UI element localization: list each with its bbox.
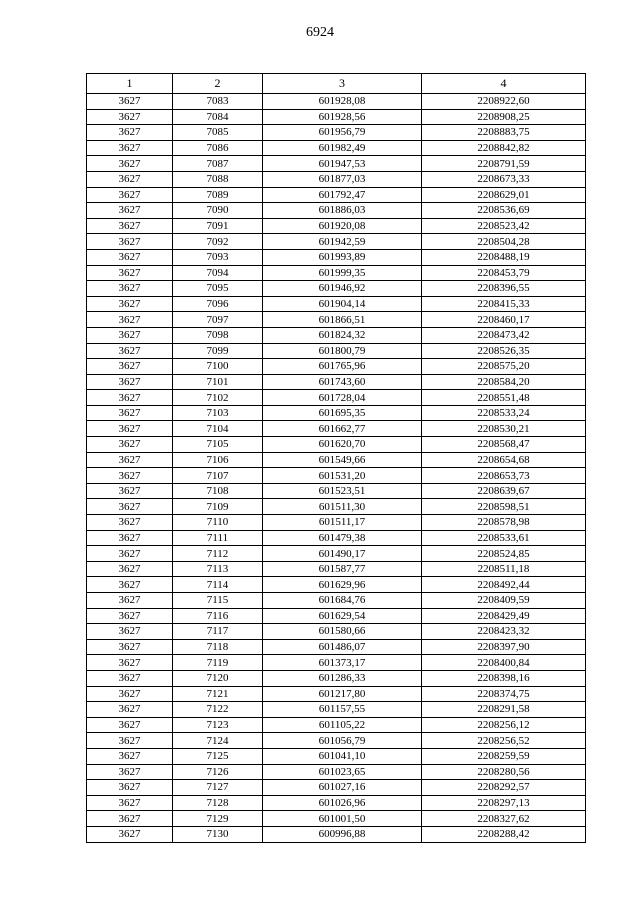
table-cell-col-1: 3627	[87, 359, 173, 375]
table-row	[87, 140, 586, 156]
table-cell-col-3: 601920,08	[263, 218, 422, 234]
table-cell-col-4: 2208523,42	[422, 218, 586, 234]
table-row	[87, 577, 586, 593]
table-cell-col-3: 601587,77	[263, 561, 422, 577]
table-row	[87, 795, 586, 811]
table-cell-col-3: 601373,17	[263, 655, 422, 671]
table-row	[87, 374, 586, 390]
table-cell-col-1: 3627	[87, 546, 173, 562]
table-cell-col-1: 3627	[87, 655, 173, 671]
table-cell-col-3: 601728,04	[263, 390, 422, 406]
table-cell-col-2: 7083	[173, 94, 263, 110]
table-row	[87, 343, 586, 359]
table-row	[87, 515, 586, 531]
table-cell-col-1: 3627	[87, 452, 173, 468]
table-cell-col-3: 601105,22	[263, 717, 422, 733]
table-cell-col-2: 7107	[173, 468, 263, 484]
table-cell-col-3: 601479,38	[263, 530, 422, 546]
table-cell-col-2: 7099	[173, 343, 263, 359]
table-cell-col-3: 601486,07	[263, 639, 422, 655]
table-cell-col-1: 3627	[87, 468, 173, 484]
table-cell-col-4: 2208397,90	[422, 639, 586, 655]
table-cell-col-2: 7109	[173, 499, 263, 515]
table-cell-col-2: 7113	[173, 561, 263, 577]
table-row	[87, 608, 586, 624]
table-cell-col-4: 2208568,47	[422, 437, 586, 453]
table-row	[87, 702, 586, 718]
table-cell-col-1: 3627	[87, 343, 173, 359]
table-cell-col-1: 3627	[87, 826, 173, 842]
table-cell-col-4: 2208280,56	[422, 764, 586, 780]
table-cell-col-2: 7106	[173, 452, 263, 468]
table-cell-col-4: 2208533,61	[422, 530, 586, 546]
table-cell-col-3: 601765,96	[263, 359, 422, 375]
table-cell-col-4: 2208409,59	[422, 593, 586, 609]
table-cell-col-4: 2208530,21	[422, 421, 586, 437]
table-cell-col-2: 7104	[173, 421, 263, 437]
table-cell-col-4: 2208374,75	[422, 686, 586, 702]
table-cell-col-1: 3627	[87, 171, 173, 187]
table-cell-col-3: 601662,77	[263, 421, 422, 437]
table-cell-col-1: 3627	[87, 281, 173, 297]
table-cell-col-3: 601629,96	[263, 577, 422, 593]
table-cell-col-1: 3627	[87, 593, 173, 609]
table-cell-col-1: 3627	[87, 639, 173, 655]
table-cell-col-2: 7119	[173, 655, 263, 671]
table-row	[87, 546, 586, 562]
column-header-4: 4	[422, 74, 586, 94]
table-cell-col-4: 2208327,62	[422, 811, 586, 827]
table-cell-col-4: 2208791,59	[422, 156, 586, 172]
table-cell-col-3: 601942,59	[263, 234, 422, 250]
table-cell-col-3: 601928,56	[263, 109, 422, 125]
table-row	[87, 499, 586, 515]
table-row	[87, 452, 586, 468]
table-row	[87, 125, 586, 141]
table-cell-col-4: 2208551,48	[422, 390, 586, 406]
table-cell-col-4: 2208598,51	[422, 499, 586, 515]
table-cell-col-4: 2208291,58	[422, 702, 586, 718]
table-cell-col-1: 3627	[87, 140, 173, 156]
table-row	[87, 483, 586, 499]
table-cell-col-3: 601993,89	[263, 249, 422, 265]
table-cell-col-3: 601904,14	[263, 296, 422, 312]
table-cell-col-4: 2208259,59	[422, 748, 586, 764]
table-cell-col-1: 3627	[87, 686, 173, 702]
table-cell-col-4: 2208883,75	[422, 125, 586, 141]
table-cell-col-4: 2208575,20	[422, 359, 586, 375]
table-row	[87, 203, 586, 219]
table-cell-col-2: 7094	[173, 265, 263, 281]
table-cell-col-4: 2208292,57	[422, 780, 586, 796]
table-cell-col-3: 601886,03	[263, 203, 422, 219]
table-row	[87, 530, 586, 546]
table-row	[87, 249, 586, 265]
table-cell-col-4: 2208639,67	[422, 483, 586, 499]
table-cell-col-1: 3627	[87, 795, 173, 811]
table-row	[87, 421, 586, 437]
table-cell-col-2: 7089	[173, 187, 263, 203]
table-row	[87, 171, 586, 187]
table-cell-col-1: 3627	[87, 94, 173, 110]
table-cell-col-1: 3627	[87, 109, 173, 125]
table-cell-col-1: 3627	[87, 811, 173, 827]
table-cell-col-2: 7098	[173, 327, 263, 343]
table-cell-col-1: 3627	[87, 421, 173, 437]
table-cell-col-3: 601620,70	[263, 437, 422, 453]
table-row	[87, 655, 586, 671]
table-cell-col-1: 3627	[87, 764, 173, 780]
table-cell-col-4: 2208536,69	[422, 203, 586, 219]
table-cell-col-2: 7129	[173, 811, 263, 827]
table-row	[87, 468, 586, 484]
table-row	[87, 296, 586, 312]
table-cell-col-3: 601866,51	[263, 312, 422, 328]
table-cell-col-2: 7114	[173, 577, 263, 593]
table-cell-col-4: 2208922,60	[422, 94, 586, 110]
table-cell-col-2: 7087	[173, 156, 263, 172]
table-cell-col-3: 601511,17	[263, 515, 422, 531]
table-cell-col-1: 3627	[87, 717, 173, 733]
table-cell-col-1: 3627	[87, 405, 173, 421]
table-cell-col-3: 600996,88	[263, 826, 422, 842]
table-row	[87, 593, 586, 609]
table-cell-col-4: 2208297,13	[422, 795, 586, 811]
table-cell-col-1: 3627	[87, 265, 173, 281]
table-cell-col-2: 7116	[173, 608, 263, 624]
table-cell-col-1: 3627	[87, 748, 173, 764]
table-row	[87, 686, 586, 702]
table-cell-col-1: 3627	[87, 312, 173, 328]
table-cell-col-4: 2208526,35	[422, 343, 586, 359]
table-cell-col-1: 3627	[87, 390, 173, 406]
table-row	[87, 218, 586, 234]
table-cell-col-2: 7092	[173, 234, 263, 250]
table-cell-col-4: 2208842,82	[422, 140, 586, 156]
table-cell-col-1: 3627	[87, 234, 173, 250]
table-row	[87, 405, 586, 421]
header-row	[87, 74, 586, 94]
table-cell-col-2: 7120	[173, 670, 263, 686]
table-cell-col-1: 3627	[87, 624, 173, 640]
table-row	[87, 811, 586, 827]
table-cell-col-4: 2208488,19	[422, 249, 586, 265]
table-cell-col-2: 7122	[173, 702, 263, 718]
table-cell-col-4: 2208400,84	[422, 655, 586, 671]
table-cell-col-2: 7096	[173, 296, 263, 312]
table-row	[87, 94, 586, 110]
table-cell-col-2: 7091	[173, 218, 263, 234]
table-cell-col-4: 2208429,49	[422, 608, 586, 624]
table-cell-col-4: 2208533,24	[422, 405, 586, 421]
table-cell-col-3: 601523,51	[263, 483, 422, 499]
table-cell-col-3: 601877,03	[263, 171, 422, 187]
table-row	[87, 561, 586, 577]
table-row	[87, 639, 586, 655]
table-cell-col-2: 7112	[173, 546, 263, 562]
table-cell-col-3: 601999,35	[263, 265, 422, 281]
table-cell-col-2: 7102	[173, 390, 263, 406]
table-cell-col-4: 2208398,16	[422, 670, 586, 686]
table-cell-col-1: 3627	[87, 577, 173, 593]
table-cell-col-4: 2208654,68	[422, 452, 586, 468]
table-cell-col-1: 3627	[87, 780, 173, 796]
table-cell-col-4: 2208288,42	[422, 826, 586, 842]
table-cell-col-4: 2208423,32	[422, 624, 586, 640]
table-row	[87, 234, 586, 250]
table-cell-col-4: 2208578,98	[422, 515, 586, 531]
table-cell-col-2: 7100	[173, 359, 263, 375]
table-row	[87, 748, 586, 764]
table-cell-col-3: 601157,55	[263, 702, 422, 718]
table-cell-col-2: 7108	[173, 483, 263, 499]
table-cell-col-3: 601792,47	[263, 187, 422, 203]
table-cell-col-3: 601956,79	[263, 125, 422, 141]
column-header-2: 2	[173, 74, 263, 94]
table-cell-col-4: 2208504,28	[422, 234, 586, 250]
table-row	[87, 327, 586, 343]
table-cell-col-2: 7085	[173, 125, 263, 141]
table-cell-col-2: 7090	[173, 203, 263, 219]
table-cell-col-4: 2208460,17	[422, 312, 586, 328]
table-cell-col-3: 601217,80	[263, 686, 422, 702]
table-cell-col-4: 2208653,73	[422, 468, 586, 484]
table-cell-col-3: 601800,79	[263, 343, 422, 359]
table-cell-col-1: 3627	[87, 561, 173, 577]
table-row	[87, 359, 586, 375]
table-cell-col-3: 601743,60	[263, 374, 422, 390]
table-cell-col-3: 601982,49	[263, 140, 422, 156]
table-cell-col-2: 7130	[173, 826, 263, 842]
table-cell-col-2: 7121	[173, 686, 263, 702]
table-cell-col-3: 601027,16	[263, 780, 422, 796]
table-cell-col-1: 3627	[87, 218, 173, 234]
table-row	[87, 156, 586, 172]
table-cell-col-1: 3627	[87, 437, 173, 453]
table-cell-col-4: 2208673,33	[422, 171, 586, 187]
table-cell-col-1: 3627	[87, 327, 173, 343]
table-cell-col-2: 7097	[173, 312, 263, 328]
table-cell-col-2: 7128	[173, 795, 263, 811]
table-cell-col-3: 601286,33	[263, 670, 422, 686]
table-cell-col-3: 601695,35	[263, 405, 422, 421]
table-cell-col-1: 3627	[87, 483, 173, 499]
table-cell-col-2: 7117	[173, 624, 263, 640]
table-cell-col-4: 2208256,12	[422, 717, 586, 733]
table-cell-col-4: 2208629,01	[422, 187, 586, 203]
table-cell-col-3: 601023,65	[263, 764, 422, 780]
table-cell-col-3: 601928,08	[263, 94, 422, 110]
table-cell-col-4: 2208511,18	[422, 561, 586, 577]
table-cell-col-3: 601056,79	[263, 733, 422, 749]
table-row	[87, 265, 586, 281]
table-cell-col-4: 2208415,33	[422, 296, 586, 312]
table-row	[87, 390, 586, 406]
table-cell-col-4: 2208584,20	[422, 374, 586, 390]
table-cell-col-2: 7088	[173, 171, 263, 187]
table-cell-col-3: 601947,53	[263, 156, 422, 172]
table-cell-col-1: 3627	[87, 515, 173, 531]
table-cell-col-3: 601629,54	[263, 608, 422, 624]
table-cell-col-3: 601511,30	[263, 499, 422, 515]
table-cell-col-1: 3627	[87, 125, 173, 141]
table-cell-col-2: 7093	[173, 249, 263, 265]
table-cell-col-1: 3627	[87, 249, 173, 265]
table-cell-col-3: 601041,10	[263, 748, 422, 764]
table-cell-col-3: 601026,96	[263, 795, 422, 811]
table-row	[87, 624, 586, 640]
table-cell-col-2: 7115	[173, 593, 263, 609]
table-row	[87, 717, 586, 733]
table-row	[87, 764, 586, 780]
table-cell-col-3: 601001,50	[263, 811, 422, 827]
table-cell-col-2: 7095	[173, 281, 263, 297]
table-cell-col-1: 3627	[87, 203, 173, 219]
table-row	[87, 826, 586, 842]
table-cell-col-4: 2208492,44	[422, 577, 586, 593]
table-cell-col-4: 2208908,25	[422, 109, 586, 125]
table-row	[87, 187, 586, 203]
table-cell-col-2: 7127	[173, 780, 263, 796]
column-header-1: 1	[87, 74, 173, 94]
table-cell-col-1: 3627	[87, 187, 173, 203]
table-cell-col-2: 7124	[173, 733, 263, 749]
table-cell-col-1: 3627	[87, 499, 173, 515]
table-cell-col-2: 7123	[173, 717, 263, 733]
table-cell-col-1: 3627	[87, 530, 173, 546]
table-cell-col-4: 2208256,52	[422, 733, 586, 749]
table-cell-col-4: 2208396,55	[422, 281, 586, 297]
table-cell-col-3: 601531,20	[263, 468, 422, 484]
column-header-3: 3	[263, 74, 422, 94]
table-row	[87, 437, 586, 453]
table-cell-col-2: 7111	[173, 530, 263, 546]
table-cell-col-2: 7084	[173, 109, 263, 125]
table-body	[87, 94, 586, 843]
table-cell-col-2: 7118	[173, 639, 263, 655]
table-cell-col-2: 7110	[173, 515, 263, 531]
table-cell-col-2: 7105	[173, 437, 263, 453]
table-row	[87, 733, 586, 749]
table-cell-col-1: 3627	[87, 702, 173, 718]
table-cell-col-3: 601684,76	[263, 593, 422, 609]
table-cell-col-1: 3627	[87, 670, 173, 686]
table-cell-col-1: 3627	[87, 156, 173, 172]
table-row	[87, 281, 586, 297]
table-cell-col-1: 3627	[87, 608, 173, 624]
table-row	[87, 312, 586, 328]
coordinates-table	[86, 73, 586, 843]
table-row	[87, 109, 586, 125]
table-cell-col-1: 3627	[87, 374, 173, 390]
table-cell-col-4: 2208524,85	[422, 546, 586, 562]
table-cell-col-2: 7126	[173, 764, 263, 780]
table-cell-col-2: 7086	[173, 140, 263, 156]
table-row	[87, 670, 586, 686]
table-header	[87, 74, 586, 94]
table-cell-col-4: 2208453,79	[422, 265, 586, 281]
table-cell-col-4: 2208473,42	[422, 327, 586, 343]
table-row	[87, 780, 586, 796]
table-cell-col-2: 7103	[173, 405, 263, 421]
table-cell-col-3: 601549,66	[263, 452, 422, 468]
table-cell-col-2: 7125	[173, 748, 263, 764]
coordinates-table-container	[86, 73, 585, 843]
table-cell-col-1: 3627	[87, 296, 173, 312]
page-number: 6924	[306, 25, 334, 40]
table-cell-col-2: 7101	[173, 374, 263, 390]
table-cell-col-1: 3627	[87, 733, 173, 749]
table-cell-col-3: 601490,17	[263, 546, 422, 562]
table-cell-col-3: 601580,66	[263, 624, 422, 640]
table-cell-col-3: 601946,92	[263, 281, 422, 297]
table-cell-col-3: 601824,32	[263, 327, 422, 343]
